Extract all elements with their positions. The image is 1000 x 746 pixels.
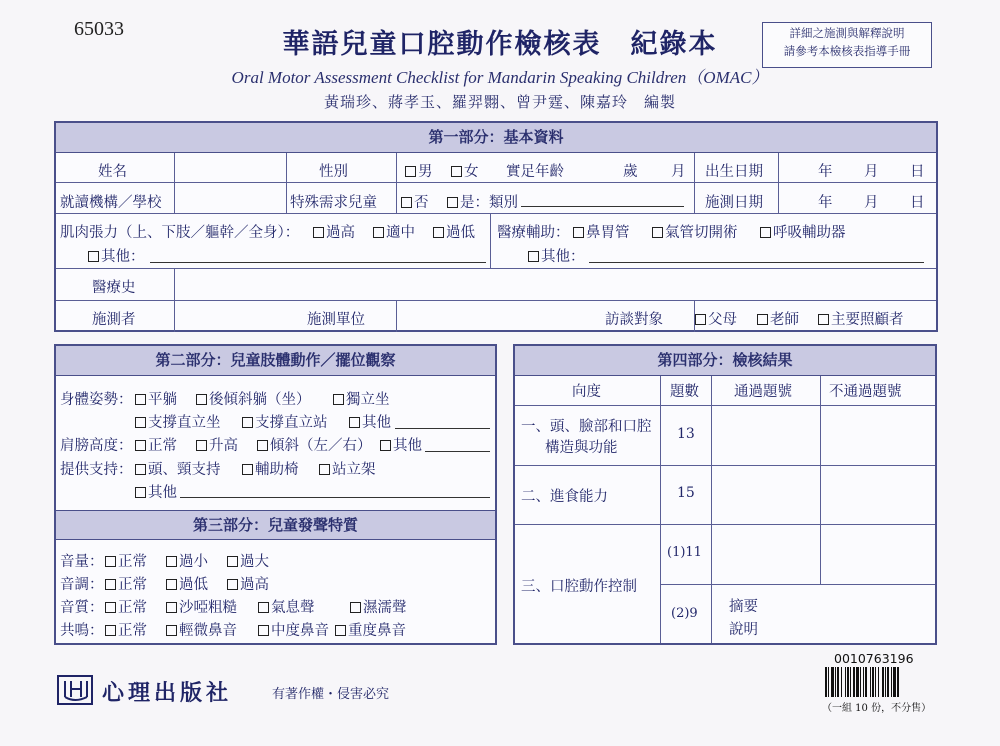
support-stander-option[interactable]: 站立架 (319, 458, 376, 479)
barcode-bar (850, 667, 851, 697)
barcode-bar (856, 667, 859, 697)
col-dimension: 向度 (572, 384, 601, 400)
medical-other-option[interactable]: 其他： (528, 245, 585, 266)
barcode-bar (897, 667, 899, 697)
checkbox-icon (695, 314, 706, 325)
checkbox-icon (380, 440, 391, 451)
checkbox-icon (135, 417, 146, 428)
part4-header: 第四部分：檢核結果 (515, 346, 935, 376)
barcode-bar (878, 667, 879, 697)
summary-label-line1: 摘要 (729, 599, 758, 615)
age-label: 實足年齡 (506, 164, 564, 180)
barcode-bar (893, 667, 896, 697)
count-2: 15 (677, 485, 695, 501)
resonance-moderate-option[interactable]: 中度鼻音 (258, 619, 329, 640)
support-other-line[interactable] (180, 497, 490, 498)
test-month-unit: 月 (864, 195, 879, 211)
checkbox-icon (818, 314, 829, 325)
checkbox-icon (135, 440, 146, 451)
checkbox-icon (447, 197, 458, 208)
checkbox-icon (105, 602, 116, 613)
checkbox-icon (196, 440, 207, 451)
birth-month-unit: 月 (864, 164, 879, 180)
note-line-1: 詳細之施測與解釋說明 (789, 26, 905, 40)
support-label: 提供支持： (60, 462, 133, 478)
col-passed: 通過題號 (734, 384, 792, 400)
checkbox-icon (105, 625, 116, 636)
barcode-bar (872, 667, 874, 697)
barcode-bar (828, 667, 829, 697)
checkbox-icon (760, 227, 771, 238)
checkbox-icon (242, 464, 253, 475)
pack-note: （一組 10 份，不分售） (822, 703, 932, 714)
muscle-low-option[interactable]: 過低 (433, 221, 475, 242)
special-needs-yes-option[interactable]: 是：類別 (447, 191, 518, 212)
checkbox-icon (135, 394, 146, 405)
muscle-other-line[interactable] (150, 262, 486, 263)
quality-breathy-option[interactable]: 氣息聲 (258, 596, 315, 617)
volume-low-option[interactable]: 過小 (166, 550, 208, 571)
special-needs-label: 特殊需求兒童 (290, 195, 377, 211)
posture-sit-alone-option[interactable]: 獨立坐 (333, 388, 390, 409)
volume-normal-option[interactable]: 正常 (105, 550, 147, 571)
shoulder-other-line[interactable] (425, 451, 490, 452)
quality-wet-option[interactable]: 濕濡聲 (350, 596, 407, 617)
pitch-label: 音調： (60, 577, 104, 593)
shoulder-raised-option[interactable]: 升高 (196, 434, 238, 455)
test-day-unit: 日 (910, 195, 925, 211)
posture-other-option[interactable]: 其他 (349, 411, 391, 432)
authors: 黃瑞珍、蔣孝玉、羅羿翾、曾尹霆、陳嘉玲 編製 (323, 93, 676, 111)
checkbox-icon (373, 227, 384, 238)
barcode-bar (865, 667, 867, 697)
checkbox-icon (88, 251, 99, 262)
part2-header: 第二部分：兒童肢體動作／擺位觀察 (56, 346, 495, 376)
checkbox-icon (350, 602, 361, 613)
quality-hoarse-option[interactable]: 沙啞粗糙 (166, 596, 237, 617)
checkbox-icon (105, 556, 116, 567)
barcode-bar (837, 667, 839, 697)
checkbox-icon (335, 625, 346, 636)
posture-reclined-option[interactable]: 後傾斜躺（坐） (196, 388, 311, 409)
checkbox-icon (451, 166, 462, 177)
test-date-label: 施測日期 (705, 195, 763, 211)
muscle-other-option[interactable]: 其他： (88, 245, 145, 266)
checkbox-icon (258, 602, 269, 613)
interviewee-label: 訪談對象 (605, 312, 663, 328)
count-3a: (1)11 (667, 545, 702, 560)
checkbox-icon (166, 556, 177, 567)
summary-label-line2: 說明 (729, 622, 758, 638)
category-line[interactable] (521, 206, 684, 207)
examiner-label: 施測者 (92, 312, 136, 328)
checkbox-icon (257, 440, 268, 451)
posture-other-line[interactable] (395, 428, 490, 429)
barcode-bar (831, 667, 834, 697)
checkbox-icon (166, 625, 177, 636)
barcode-bar (853, 667, 855, 697)
barcode-bar (835, 667, 836, 697)
age-unit-months: 月 (671, 164, 686, 180)
barcode-bar (875, 667, 876, 697)
shoulder-label: 肩膀高度： (60, 438, 133, 454)
medical-other-line[interactable] (589, 262, 924, 263)
gender-female-option[interactable]: 女 (451, 160, 479, 181)
medical-history-label: 醫療史 (92, 280, 136, 296)
interviewee-caregiver-option[interactable]: 主要照顧者 (818, 308, 904, 329)
page-title: 華語兒童口腔動作檢核表 紀錄本 (282, 29, 718, 60)
checkbox-icon (196, 394, 207, 405)
muscle-normal-option[interactable]: 適中 (373, 221, 415, 242)
medical-aid-label: 醫療輔助： (497, 225, 570, 241)
barcode-bar (860, 667, 861, 697)
checkbox-icon (242, 417, 253, 428)
barcode-bar (885, 667, 886, 697)
pitch-low-option[interactable]: 過低 (166, 573, 208, 594)
checkbox-icon (319, 464, 330, 475)
interviewee-parents-option[interactable]: 父母 (695, 308, 737, 329)
name-field[interactable] (174, 153, 284, 181)
resonance-mild-option[interactable]: 輕微鼻音 (166, 619, 237, 640)
checkbox-icon (105, 579, 116, 590)
pitch-normal-option[interactable]: 正常 (105, 573, 147, 594)
birthdate-label: 出生日期 (705, 164, 763, 180)
posture-label: 身體姿勢： (60, 392, 133, 408)
checkbox-icon (573, 227, 584, 238)
shoulder-other-option[interactable]: 其他 (380, 434, 422, 455)
checkbox-icon (135, 487, 146, 498)
nasogastric-tube-option[interactable]: 鼻胃管 (573, 221, 630, 242)
checkbox-icon (135, 464, 146, 475)
col-count: 題數 (670, 384, 699, 400)
checkbox-icon (528, 251, 539, 262)
barcode-bar (841, 667, 842, 697)
interviewee-teacher-option[interactable]: 老師 (757, 308, 799, 329)
copyright-notice: 有著作權・侵害必究 (272, 687, 390, 702)
posture-supine-option[interactable]: 平躺 (135, 388, 177, 409)
shoulder-tilted-option[interactable]: 傾斜（左／右） (257, 434, 372, 455)
checkbox-icon (258, 625, 269, 636)
checkbox-icon (227, 556, 238, 567)
barcode-bar (847, 667, 849, 697)
dimension-2: 二、進食能力 (521, 489, 608, 505)
test-year-unit: 年 (818, 195, 833, 211)
dimension-1-line2: 構造與功能 (545, 440, 618, 456)
note-line-2: 請參考本檢核表指導手冊 (783, 44, 911, 58)
form-code: 65033 (74, 18, 124, 40)
tracheotomy-option[interactable]: 氣管切開術 (652, 221, 738, 242)
age-unit-years: 歲 (623, 164, 638, 180)
barcode-bar (870, 667, 871, 697)
part1-header: 第一部分：基本資料 (56, 123, 936, 153)
count-1: 13 (677, 426, 695, 442)
dimension-1-line1: 一、頭、臉部和口腔 (521, 419, 652, 435)
birth-day-unit: 日 (910, 164, 925, 180)
special-needs-no-option[interactable]: 否 (401, 191, 429, 212)
resonance-severe-option[interactable]: 重度鼻音 (335, 619, 406, 640)
checkbox-icon (349, 417, 360, 428)
publisher-name: 心理出版社 (102, 681, 233, 706)
barcode-number: 0010763196 (834, 651, 914, 666)
checkbox-icon (166, 579, 177, 590)
support-chair-option[interactable]: 輔助椅 (242, 458, 299, 479)
gender-label: 性別 (319, 164, 348, 180)
barcode-bar (882, 667, 884, 697)
barcode-bar (887, 667, 889, 697)
muscle-high-option[interactable]: 過高 (313, 221, 355, 242)
volume-high-option[interactable]: 過大 (227, 550, 269, 571)
col-failed: 不通過題號 (829, 384, 902, 400)
checkbox-icon (227, 579, 238, 590)
checkbox-icon (166, 602, 177, 613)
instruction-note (762, 22, 932, 68)
gender-male-option[interactable]: 男 (405, 160, 433, 181)
respirator-option[interactable]: 呼吸輔助器 (760, 221, 846, 242)
birth-year-unit: 年 (818, 164, 833, 180)
shoulder-normal-option[interactable]: 正常 (135, 434, 177, 455)
institution-label: 就讀機構／學校 (60, 195, 162, 211)
muscle-tone-label: 肌肉張力（上、下肢／軀幹／全身）： (60, 225, 300, 241)
name-label: 姓名 (98, 164, 127, 180)
publisher-logo (57, 675, 93, 705)
count-3b: (2)9 (671, 606, 698, 621)
resonance-label: 共鳴： (60, 623, 104, 639)
checkbox-icon (433, 227, 444, 238)
quality-normal-option[interactable]: 正常 (105, 596, 147, 617)
page-subtitle: Oral Motor Assessment Checklist for Mandarin Speaking Children（OMAC） (231, 68, 769, 87)
support-head-neck-option[interactable]: 頭、頸支持 (135, 458, 221, 479)
barcode-bar (863, 667, 864, 697)
unit-label: 施測單位 (307, 312, 365, 328)
checkbox-icon (401, 197, 412, 208)
barcode-bar (825, 667, 827, 697)
barcode (824, 667, 934, 697)
barcode-bar (891, 667, 892, 697)
dimension-3: 三、口腔動作控制 (521, 579, 637, 595)
posture-supported-stand-option[interactable]: 支撐直立站 (242, 411, 328, 432)
quality-label: 音質： (60, 600, 104, 616)
checkbox-icon (333, 394, 344, 405)
posture-supported-sit-option[interactable]: 支撐直立坐 (135, 411, 221, 432)
checkbox-icon (652, 227, 663, 238)
pitch-high-option[interactable]: 過高 (227, 573, 269, 594)
resonance-normal-option[interactable]: 正常 (105, 619, 147, 640)
barcode-bar (845, 667, 846, 697)
support-other-option[interactable]: 其他 (135, 481, 177, 502)
checkbox-icon (405, 166, 416, 177)
checkbox-icon (757, 314, 768, 325)
part3-header: 第三部分：兒童發聲特質 (56, 510, 495, 540)
checkbox-icon (313, 227, 324, 238)
volume-label: 音量： (60, 554, 104, 570)
